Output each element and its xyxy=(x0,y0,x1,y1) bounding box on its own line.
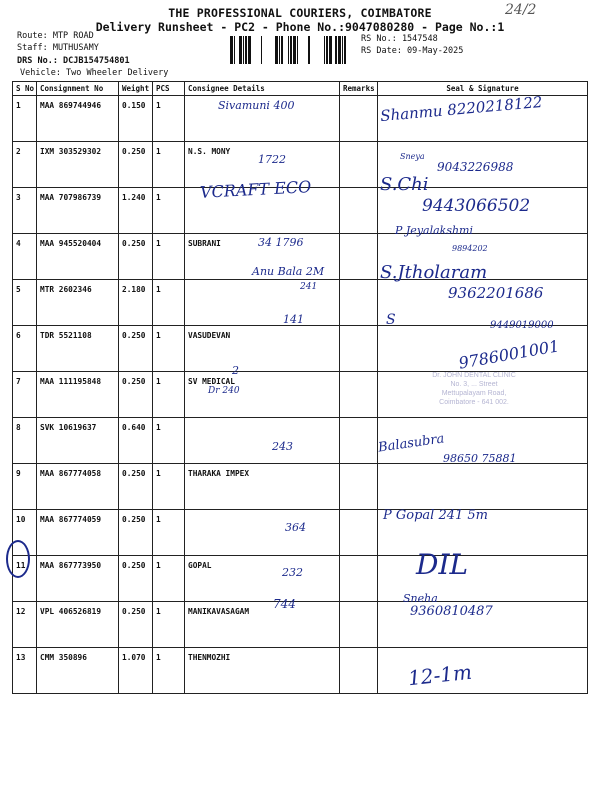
vehicle-label: Vehicle: Two Wheeler Delivery xyxy=(20,68,169,78)
cell-pcs: 1 xyxy=(153,372,185,418)
cell-consignment-no: TDR 5521108 xyxy=(37,326,119,372)
cell-sno: 11 xyxy=(13,556,37,602)
cell-consignment-no: MAA 867774058 xyxy=(37,464,119,510)
table-row xyxy=(13,648,588,694)
col-signature: Seal & Signature xyxy=(378,82,588,96)
cell-consignment-no: MTR 2602346 xyxy=(37,280,119,326)
rs-number: RS No.: 1547548 xyxy=(361,34,438,44)
hw-r12-signature: DIL xyxy=(416,548,469,581)
cell-sno: 5 xyxy=(13,280,37,326)
table-row xyxy=(13,602,588,648)
barcode-bar xyxy=(230,36,233,64)
col-consignment: Consignment No xyxy=(37,82,119,96)
rs-date: RS Date: 09-May-2025 xyxy=(361,46,464,56)
cell-weight: 0.250 xyxy=(119,602,153,648)
cell-consignment-no: MAA 707986739 xyxy=(37,188,119,234)
cell-signature xyxy=(378,234,588,280)
cell-signature xyxy=(378,556,588,602)
cell-consignment-no: CMM 350896 xyxy=(37,648,119,694)
barcode-bar xyxy=(329,36,332,64)
cell-pcs: 1 xyxy=(153,602,185,648)
cell-sno: 7 xyxy=(13,372,37,418)
stamp-line-3: Mettupalayam Road, xyxy=(441,390,507,397)
cell-consignee: SV MEDICAL xyxy=(185,372,340,418)
drs-number: DRS No.: DCJB154754801 xyxy=(17,56,130,66)
table-row xyxy=(13,96,588,142)
hw-r3-signature: S.Chi xyxy=(380,174,429,195)
barcode-bar xyxy=(261,36,262,64)
corner-handwritten-note: 24/2 xyxy=(505,2,537,18)
cell-pcs: 1 xyxy=(153,142,185,188)
barcode-bar xyxy=(239,36,242,64)
cell-pcs: 1 xyxy=(153,188,185,234)
barcode-bar xyxy=(281,36,283,64)
cell-remarks xyxy=(340,372,378,418)
hw-r9-signature: Balasubra xyxy=(377,431,446,456)
hw-r2-phone: 9043226988 xyxy=(437,160,514,174)
cell-consignee: GOPAL xyxy=(185,556,340,602)
table-row xyxy=(13,142,588,188)
hw-r11-address: 364 xyxy=(285,521,306,534)
cell-weight: 0.250 xyxy=(119,556,153,602)
cell-signature xyxy=(378,142,588,188)
barcode-bar xyxy=(243,36,244,64)
cell-signature xyxy=(378,188,588,234)
hw-r3-consignee: VCRAFT ECO xyxy=(199,177,312,202)
col-pcs: PCS xyxy=(153,82,185,96)
cell-remarks xyxy=(340,464,378,510)
hw-r5-signature: S.Jtholaram xyxy=(380,262,488,283)
cell-consignee: THARAKA IMPEX xyxy=(185,464,340,510)
hw-r4-phone: 9894202 xyxy=(452,244,488,253)
cell-weight: 0.250 xyxy=(119,372,153,418)
hw-r5-consignee: Anu Bala 2M xyxy=(252,265,325,278)
cell-remarks xyxy=(340,326,378,372)
table-row xyxy=(13,510,588,556)
cell-remarks xyxy=(340,648,378,694)
cell-sno: 10 xyxy=(13,510,37,556)
cell-consignee: THENMOZHI xyxy=(185,648,340,694)
cell-pcs: 1 xyxy=(153,648,185,694)
cell-sno: 9 xyxy=(13,464,37,510)
cell-weight: 2.180 xyxy=(119,280,153,326)
cell-consignment-no: MAA 867774059 xyxy=(37,510,119,556)
cell-sno: 3 xyxy=(13,188,37,234)
cell-remarks xyxy=(340,602,378,648)
cell-consignment-no: MAA 867773950 xyxy=(37,556,119,602)
cell-signature xyxy=(378,96,588,142)
cell-consignment-no: VPL 406526819 xyxy=(37,602,119,648)
table-row xyxy=(13,234,588,280)
row-12-circle-mark xyxy=(6,540,30,578)
cell-weight: 0.250 xyxy=(119,234,153,280)
table-row xyxy=(13,280,588,326)
cell-pcs: 1 xyxy=(153,464,185,510)
hw-r12-address: 232 xyxy=(282,566,303,579)
barcode-bar xyxy=(279,36,280,64)
cell-signature xyxy=(378,510,588,556)
cell-sno: 12 xyxy=(13,602,37,648)
cell-sno: 4 xyxy=(13,234,37,280)
cell-consignee xyxy=(185,96,340,142)
cell-weight: 0.150 xyxy=(119,96,153,142)
cell-weight: 0.250 xyxy=(119,326,153,372)
clinic-stamp xyxy=(378,371,570,427)
col-weight: Weight xyxy=(119,82,153,96)
hw-r4-address: 34 1796 xyxy=(258,236,304,249)
barcode-bar xyxy=(248,36,251,64)
cell-signature xyxy=(378,464,588,510)
barcode-bar xyxy=(338,36,341,64)
table-header-row xyxy=(13,82,588,96)
cell-sno: 2 xyxy=(13,142,37,188)
hw-r11-signature: P Gopal 241 5m xyxy=(383,508,488,523)
cell-pcs: 1 xyxy=(153,418,185,464)
stamp-line-4: Coimbatore - 641 002. xyxy=(439,399,509,406)
barcode-bar xyxy=(297,36,298,64)
hw-r1-consignee: Sivamuni 400 xyxy=(218,99,295,112)
hw-r6-phone: 9449019000 xyxy=(490,320,554,331)
table-row xyxy=(13,326,588,372)
stamp-line-1: Dr. JOHN DENTAL CLINIC xyxy=(432,372,516,379)
cell-signature xyxy=(378,326,588,372)
barcode-bar xyxy=(275,36,278,64)
barcode xyxy=(230,36,354,64)
barcode-bar xyxy=(290,36,292,64)
cell-weight: 0.250 xyxy=(119,510,153,556)
col-consignee: Consignee Details xyxy=(185,82,340,96)
cell-sno: 8 xyxy=(13,418,37,464)
barcode-bar xyxy=(326,36,328,64)
hw-r2-address: 1722 xyxy=(258,153,286,166)
col-sno: S No xyxy=(13,82,37,96)
cell-remarks xyxy=(340,510,378,556)
hw-r6-signature: S xyxy=(386,312,396,328)
cell-consignee xyxy=(185,510,340,556)
cell-consignment-no: MAA 111195848 xyxy=(37,372,119,418)
barcode-bar xyxy=(234,36,235,64)
hw-r13-phone: 9360810487 xyxy=(410,604,493,619)
staff-label: Staff: MUTHUSAMY xyxy=(17,43,99,53)
cell-sno: 1 xyxy=(13,96,37,142)
hw-r2-small: Sneya xyxy=(400,152,425,161)
barcode-bar xyxy=(293,36,296,64)
hw-r13-consignee: 744 xyxy=(273,597,296,611)
hw-r4-signature: P Jeyalakshmi xyxy=(395,224,474,237)
hw-r5-address: 241 xyxy=(300,282,318,292)
company-title: THE PROFESSIONAL COURIERS, COIMBATORE xyxy=(168,6,432,20)
route-label: Route: MTP ROAD xyxy=(17,31,94,41)
cell-consignee: N.S. MONY xyxy=(185,142,340,188)
cell-remarks xyxy=(340,280,378,326)
cell-sno: 6 xyxy=(13,326,37,372)
cell-weight: 0.250 xyxy=(119,464,153,510)
cell-remarks xyxy=(340,188,378,234)
cell-pcs: 1 xyxy=(153,280,185,326)
table-row xyxy=(13,464,588,510)
stamp-line-2: No. 3, ... Street xyxy=(450,381,498,388)
cell-weight: 0.250 xyxy=(119,142,153,188)
barcode-bar xyxy=(245,36,247,64)
hw-r8-consignee: Dr 240 xyxy=(208,386,240,396)
cell-remarks xyxy=(340,142,378,188)
cell-consignee: VASUDEVAN xyxy=(185,326,340,372)
cell-signature xyxy=(378,280,588,326)
cell-weight: 0.640 xyxy=(119,418,153,464)
barcode-bar xyxy=(288,36,289,64)
cell-pcs: 1 xyxy=(153,556,185,602)
cell-weight: 1.070 xyxy=(119,648,153,694)
barcode-bar xyxy=(342,36,343,64)
cell-pcs: 1 xyxy=(153,96,185,142)
cell-pcs: 1 xyxy=(153,234,185,280)
cell-consignment-no: MAA 869744946 xyxy=(37,96,119,142)
hw-r3-phone: 9443066502 xyxy=(422,196,531,216)
barcode-bar xyxy=(344,36,346,64)
cell-consignee xyxy=(185,188,340,234)
cell-consignee xyxy=(185,280,340,326)
hw-r7-phone: 9786001001 xyxy=(457,336,561,373)
cell-consignee: SUBRANI xyxy=(185,234,340,280)
cell-remarks xyxy=(340,418,378,464)
cell-pcs: 1 xyxy=(153,326,185,372)
cell-pcs: 1 xyxy=(153,510,185,556)
runsheet-subtitle: Delivery Runsheet - PC2 - Phone No.:9047080280 - Page No.:1 xyxy=(95,20,505,34)
cell-remarks xyxy=(340,96,378,142)
cell-remarks xyxy=(340,234,378,280)
hw-r9-address: 243 xyxy=(272,440,293,453)
cell-weight: 1.240 xyxy=(119,188,153,234)
cell-consignee xyxy=(185,418,340,464)
cell-remarks xyxy=(340,556,378,602)
table-row xyxy=(13,556,588,602)
barcode-bar xyxy=(308,36,310,64)
cell-signature xyxy=(378,648,588,694)
cell-consignee: MANIKAVASAGAM xyxy=(185,602,340,648)
hw-r6-address: 141 xyxy=(283,313,304,326)
hw-bottom-note: 12-1m xyxy=(406,659,473,691)
cell-signature xyxy=(378,602,588,648)
cell-consignment-no: SVK 10619637 xyxy=(37,418,119,464)
hw-r5-phone: 9362201686 xyxy=(448,284,544,302)
hw-r1-signature: Shanmu 8220218122 xyxy=(379,92,544,126)
table-row xyxy=(13,188,588,234)
cell-sno: 13 xyxy=(13,648,37,694)
barcode-bar xyxy=(335,36,337,64)
barcode-bar xyxy=(324,36,325,64)
cell-consignment-no: IXM 303529302 xyxy=(37,142,119,188)
hw-r9-phone: 98650 75881 xyxy=(443,452,517,465)
hw-r13-signature: Sneha xyxy=(403,592,438,605)
cell-consignment-no: MAA 945520404 xyxy=(37,234,119,280)
col-remarks: Remarks xyxy=(340,82,378,96)
hw-r7-address: 2 xyxy=(232,364,239,377)
